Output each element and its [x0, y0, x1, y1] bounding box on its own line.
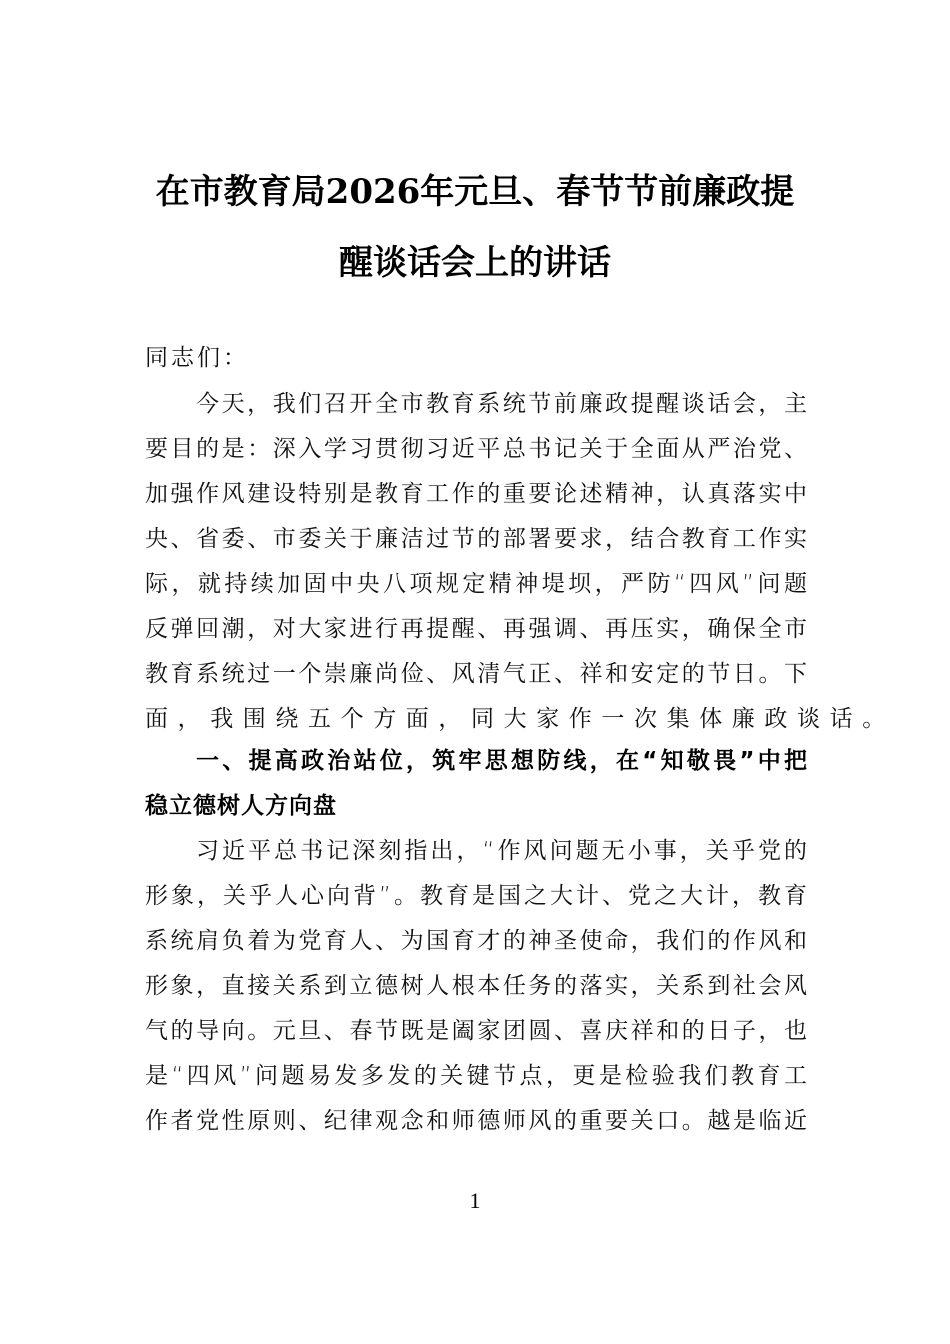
paragraph-1-line-3: 加强作风建设特别是教育工作的重要论述精神，认真落实中	[145, 481, 807, 507]
page-number: 1	[469, 1188, 481, 1213]
paragraph-2-line-6: 是“四风”问题易发多发的关键节点，更是检验我们教育工	[145, 1063, 807, 1089]
paragraph-1-line-4: 央、省委、市委关于廉洁过节的部署要求，结合教育工作实	[145, 526, 807, 552]
paragraph-1-line-5: 际，就持续加固中央八项规定精神堤坝，严防“四风”问题	[145, 571, 807, 597]
paragraph-1-line-1: 今天，我们召开全市教育系统节前廉政提醒谈话会，主	[196, 391, 807, 417]
paragraph-1-line-2: 要目的是：深入学习贯彻习近平总书记关于全面从严治党、	[145, 436, 807, 462]
paragraph-2-line-7: 作者党性原则、纪律观念和师德师风的重要关口。越是临近	[145, 1108, 807, 1134]
paragraph-1-line-7: 教育系统过一个崇廉尚俭、风清气正、祥和安定的节日。下	[145, 661, 807, 687]
paragraph-2-line-5: 气的导向。元旦、春节既是阖家团圆、喜庆祥和的日子，也	[145, 1018, 807, 1044]
document-title-line-1: 在市教育局2026年元旦、春节节前廉政提	[155, 172, 795, 212]
paragraph-1-line-8: 面，我围绕五个方面，同大家作一次集体廉政谈话。	[145, 706, 895, 732]
section-heading-1-line-1: 一、提高政治站位，筑牢思想防线，在“知敬畏”中把	[196, 748, 807, 774]
paragraph-2-line-3: 系统肩负着为党育人、为国育才的神圣使命，我们的作风和	[145, 928, 807, 954]
paragraph-2-line-2: 形象，关乎人心向背”。教育是国之大计、党之大计，教育	[145, 883, 807, 909]
document-title-line-2: 醒谈话会上的讲话	[339, 243, 611, 283]
section-heading-1-line-2: 稳立德树人方向盘	[145, 793, 337, 819]
salutation: 同志们：	[145, 345, 249, 371]
paragraph-2-line-1: 习近平总书记深刻指出，“作风问题无小事，关乎党的	[196, 838, 807, 864]
paragraph-2-line-4: 形象，直接关系到立德树人根本任务的落实，关系到社会风	[145, 973, 807, 999]
paragraph-1-line-6: 反弹回潮，对大家进行再提醒、再强调、再压实，确保全市	[145, 616, 807, 642]
